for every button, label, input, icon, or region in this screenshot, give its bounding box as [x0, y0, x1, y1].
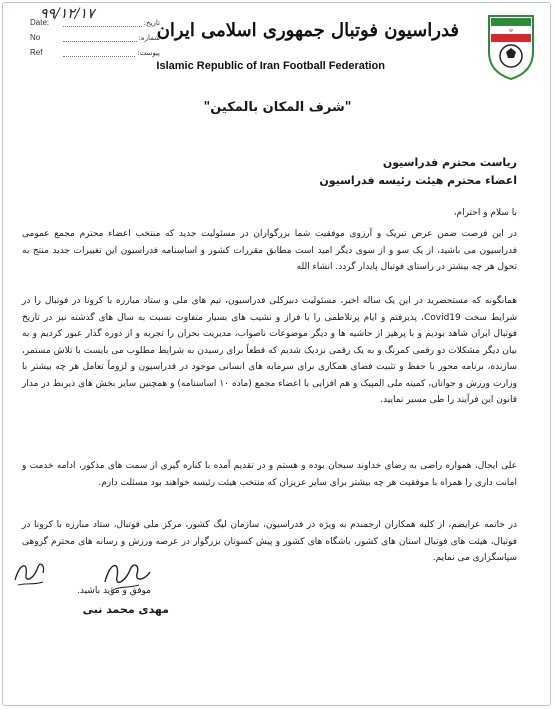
- addressee-line: ریاست محترم فدراسیون: [382, 156, 517, 169]
- date-label-fa: تاریخ:: [143, 19, 160, 27]
- ref-label: Ref: [30, 48, 43, 57]
- paragraph-4: در خاتمه عرایضم، از کلیه همکاران ارجمندم به ویژه در فدراسیون، سازمان لیگ کشور، مرکز ملی فوتبال، ستاد مبارزه با کرونا در فوتبال، هیئت های فوتبال استان های کشور، باشگاه های کشور و پیش کسوتان بزرگوار در عرصه ورزش و رسانه های محترم گروهی سپاسگزاری می نمایم.: [22, 520, 517, 563]
- letterhead-title-fa: فدراسیون فوتبال جمهوری اسلامی ایران: [156, 20, 459, 41]
- date-label: Date:: [30, 18, 50, 27]
- number-label-fa: شماره:: [138, 34, 160, 42]
- addressees: [319, 154, 517, 190]
- ref-label-fa: پیوست:: [137, 49, 160, 57]
- federation-logo-icon: [481, 12, 541, 82]
- handwritten-mark-icon: [10, 555, 50, 590]
- handwritten-date: ۹۹/۱۲/۱۷: [40, 6, 95, 22]
- paragraph-2: همانگونه که مستحضرید در این یک ساله اخیر، مسئولیت دبیرکلی فدراسیون، تیم های ملی و ستاد مبارزه با کرونا در فوتبال را در شرایط سخت Covid19، پذیرفتم و ایام پرتلاطمی را با فراز و نشیب های بسیار متفاوت نسبت به سال های گذشته نیز در تاریخ فوتبال ایران شاهد بودیم و با پرهیز از حاشیه ها و دیگر موضوعات ناصواب، مدیریت بحران را تجربه و از دوره گذار عبور کردیم و به بیان دیگر مشکلات دو رقمی کمرنگ و به یک رقمی نزدیک شدیم که قطعاً برای رسیدن به شرایط مطلوب می بایست با تلاش مستمر، سازنده، برنامه محور با حفظ و تثبیت فضای همکاری برای سرمایه های انسانی موجود در فدراسیون و لزوماً تعامل هر چه بیشتر با وزارت ورزش و جوانان، کمیته ملی المپیک و هم افزایی با اعضاء مجمع (ماده ۱۰ اساسنامه) و همچنین سایر بخش های ذیربط در مدار قانون این فرآیند را طی مسیر نمایید.: [22, 296, 517, 405]
- signatory-name: مهدی محمد نبی: [82, 603, 169, 616]
- number-line: [30, 29, 160, 42]
- motto: "شرف المکان بالمکین": [203, 100, 352, 115]
- svg-text:☫: ☫: [508, 28, 514, 34]
- closing-text: موفق و مؤید باشید.: [77, 586, 151, 596]
- letterhead-title-en: Islamic Republic of Iran Football Federation: [156, 60, 385, 72]
- paragraph-1: در این فرصت ضمن عرض تبریک و آرزوی موفقیت شما بزرگواران در مسئولیت جدید که منتخب اعضاء محترم مجمع عمومی فدراسیون می باشید، از یک سو و از سوی دیگر امید است مطابق مقررات کشور و اساسنامه فدراسیون این تغییرات جدید منتج به تحول هر چه بیشتر در راستای فوتبال پایدار گردد. انشاء الله: [22, 229, 517, 272]
- paragraph-3: علی ایحال، همواره راضی به رضای خداوند سبحان بوده و هستم و در تقدیم آمده با کناره گیری از سمت های مذکور، ادامه خدمت و امانت داری را همراه با موفقیت هر چه بیشتر برای سایر عزیزان که منتخب هیئت رئیسه خواهند بود مسئلت دارم.: [22, 461, 517, 488]
- reference-box: [30, 6, 160, 59]
- ref-line: [30, 44, 160, 57]
- greeting: با سلام و احترام،: [453, 208, 517, 218]
- number-label: No: [30, 33, 41, 42]
- addressee-line: اعضاء محترم هیئت رئیسه فدراسیون: [319, 174, 517, 187]
